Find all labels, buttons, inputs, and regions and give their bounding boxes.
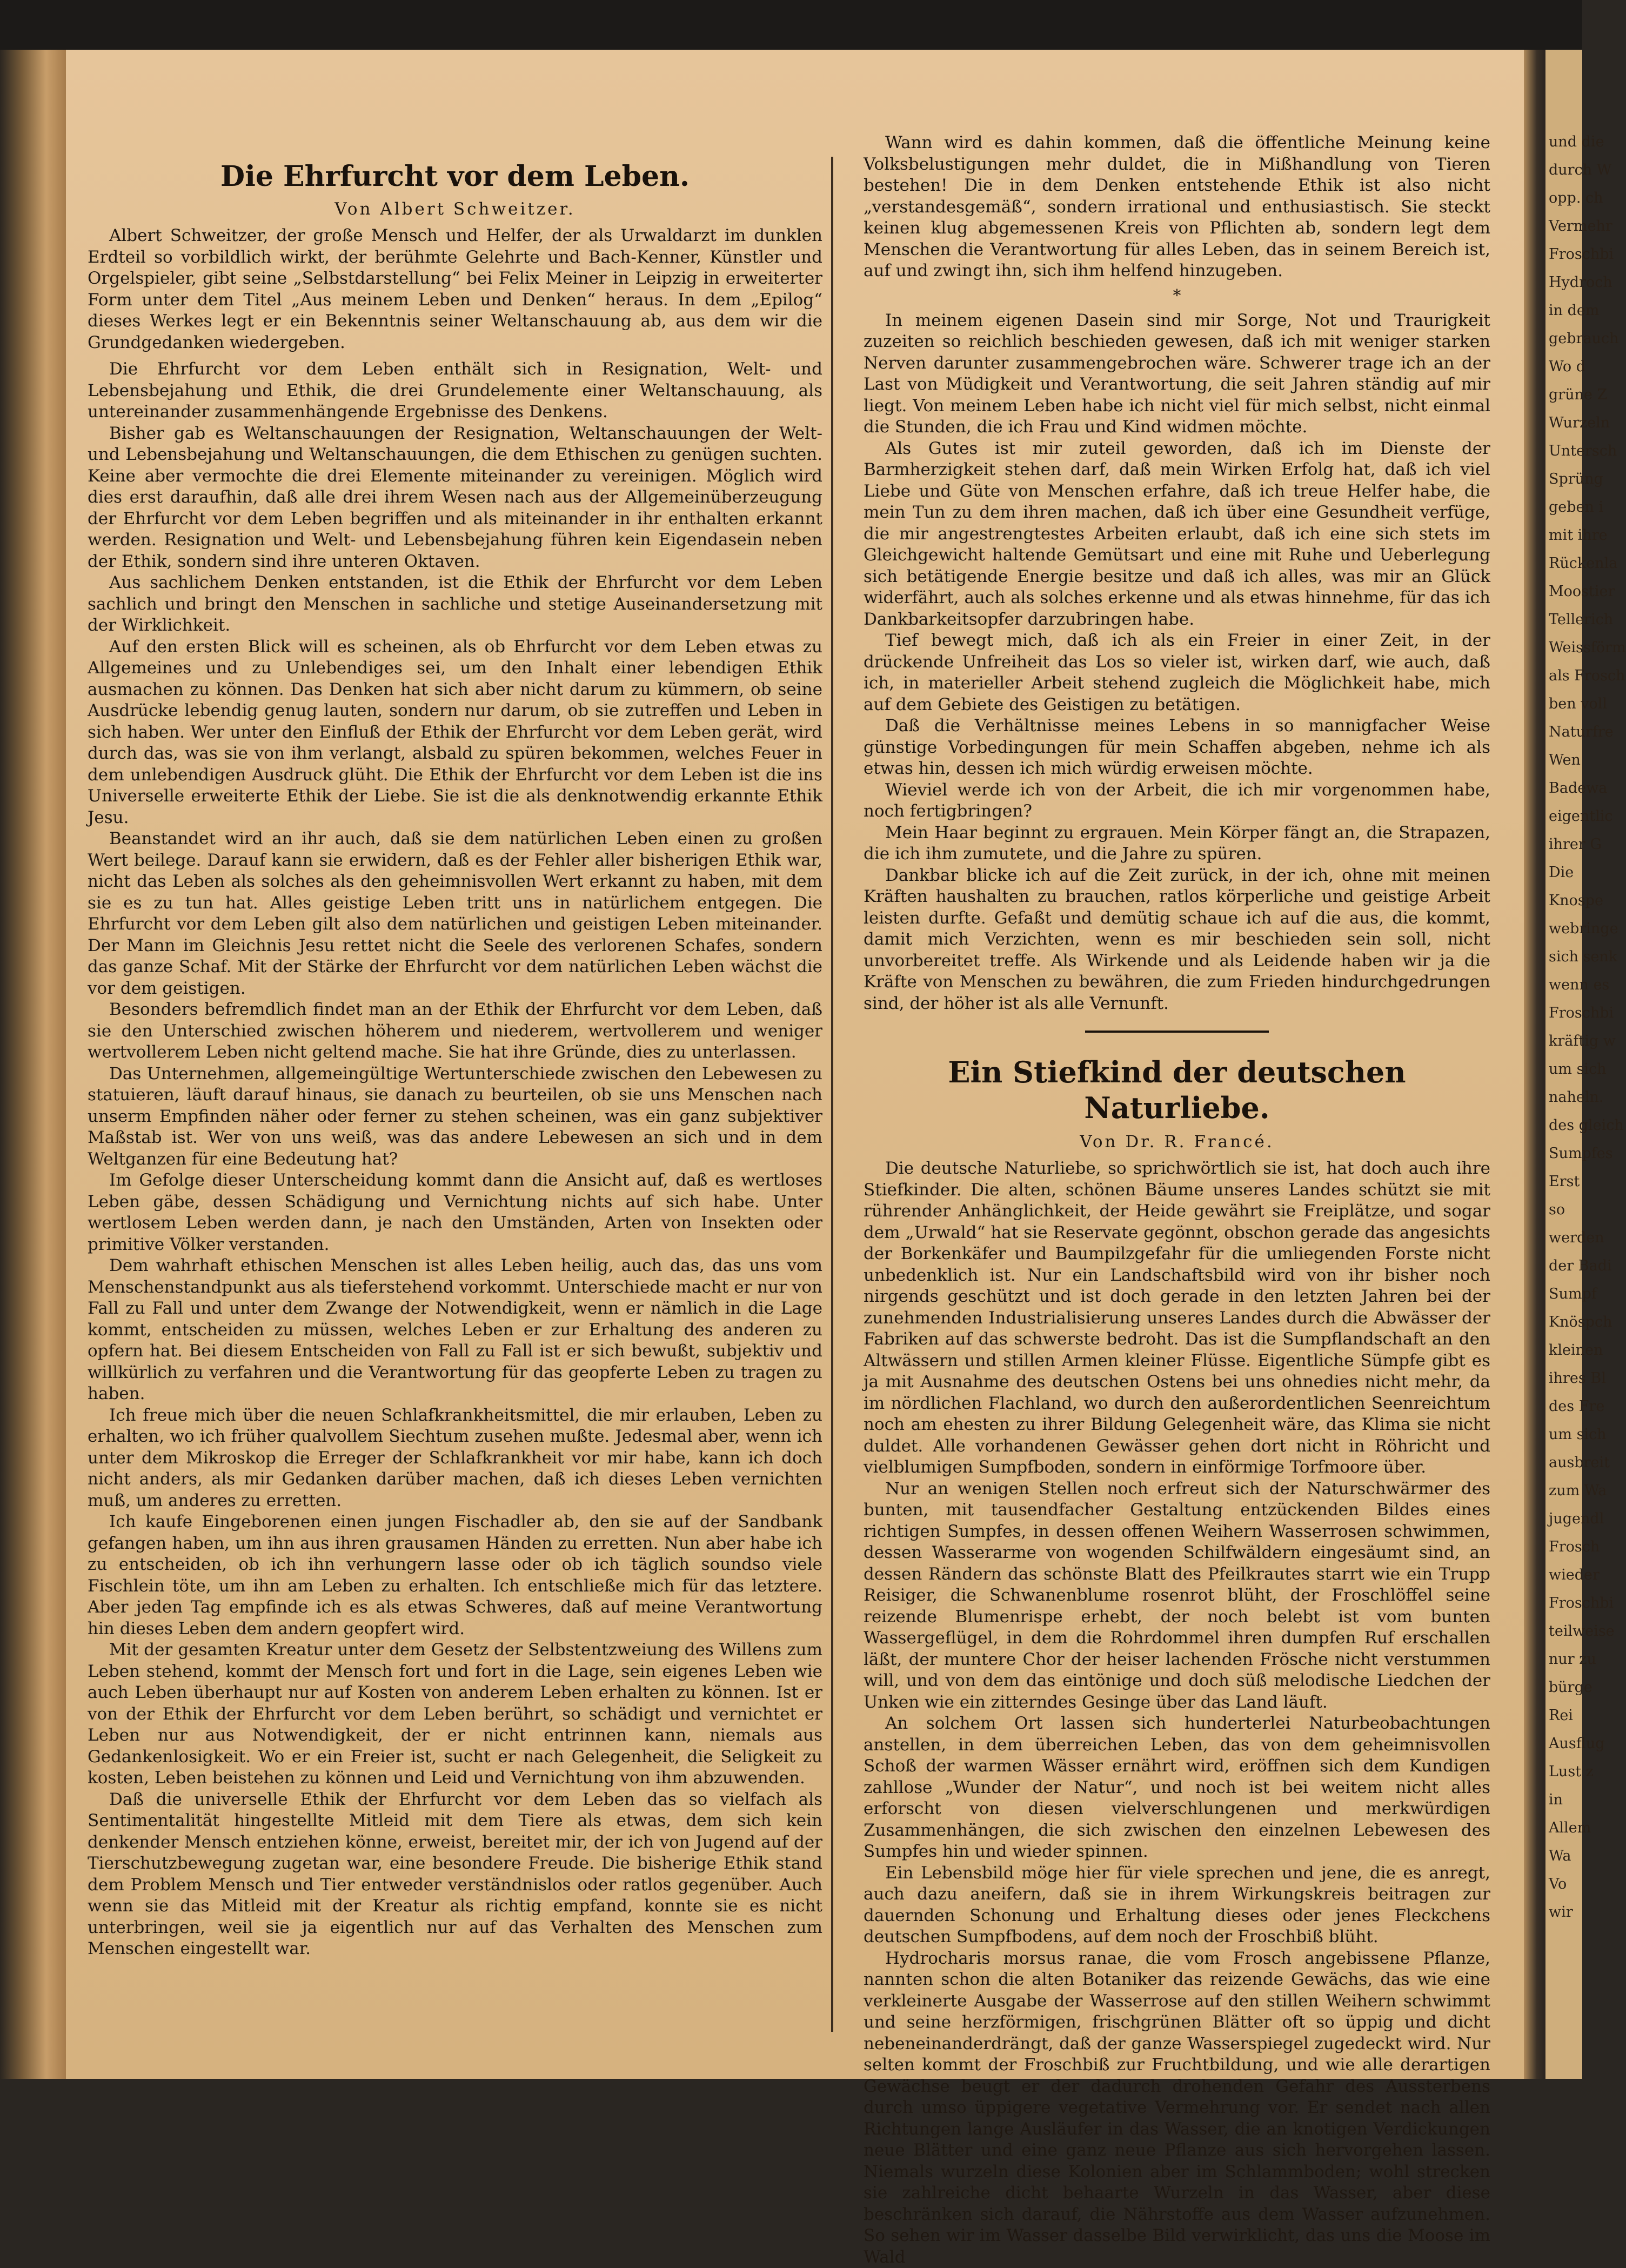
next-page-fragment: in dem — [1549, 299, 1599, 322]
article-byline-schweitzer: Von Albert Schweitzer. — [88, 199, 822, 219]
section-separator: * — [864, 284, 1490, 308]
next-page-fragment: webringe — [1549, 918, 1618, 940]
next-page-fragment: Vermehr — [1549, 215, 1612, 238]
next-page-fragment: Weissförm — [1549, 637, 1626, 659]
left-column — [88, 65, 822, 1960]
paragraph: Tief bewegt mich, daß ich als ein Freier in einer Zeit, in der drückende Unfreiheit das Los so vieler ist, wirken darf, wie auch, daß ich, in materieller Arbeit stehend zugleich die Möglichkeit habe, mich auf dem Gebiete des Geistigen zu betätigen. — [864, 630, 1490, 715]
paragraph: In meinem eigenen Dasein sind mir Sorge, Not und Traurigkeit zuzeiten so reichlich beschieden gewesen, daß ich mit weniger starken Nerven darunter zusammengebrochen wäre. Schwerer trage ich an der Last von Müdigkeit und Verantwortung, die seit Jahren ständig auf mir liegt. Von meinem Leben habe ich nicht viel für mich selbst, nicht einmal die Stunden, die ich Frau und Kind widmen möchte. — [864, 310, 1490, 438]
paragraph: Bisher gab es Weltanschauungen der Resignation, Weltanschauungen der Welt- und Lebensbejahung und Weltanschauungen, die dem Ethischen zu genügen suchten. Keine aber vermochte die drei Elemente miteinander zu vereinigen. Möglich wird dies erst daraufhin, daß alle drei ihrem Wesen nach aus der Allgemeinüberzeugung der Ehrfurcht vor dem Leben begriffen und als miteinander in ihr enthalten erkannt werden. Resignation und Welt- und Lebensbejahung führen kein Eigendasein neben der Ethik, sondern sind ihre unteren Oktaven. — [88, 423, 822, 573]
article-title-ehrfurcht: Die Ehrfurcht vor dem Leben. — [88, 159, 822, 194]
next-page-fragment: kräftig w — [1549, 1030, 1616, 1053]
next-page-fragment: Froschbi — [1549, 243, 1614, 266]
article-intro: Albert Schweitzer, der große Mensch und Helfer, der als Urwaldarzt im dunklen Erdteil so vorbildlich wirkt, der berühmte Gelehrte und Bach-Kenner, Künstler und Orgelspieler, gibt seine „Selbstdarstellung“ bei Felix Meiner in Leipzig in erweiterter Form unter dem Titel „Aus meinem Leben und Denken“ heraus. In dem „Epilog“ dieses Werkes legt er ein Bekenntnis seiner Weltanschauung ab, aus dem wir die Grundgedanken wiedergeben. — [88, 225, 822, 353]
next-page-fragment: sich senk — [1549, 946, 1617, 968]
next-page-fragment: mit ihre — [1549, 524, 1608, 547]
book-spine — [0, 50, 66, 2079]
next-page-fragment: ausbreit — [1549, 1451, 1610, 1474]
next-page-fragment: Lust z — [1549, 1761, 1594, 1783]
next-page-fragment: ihrer G — [1549, 833, 1602, 856]
next-page-fragment: Frosch — [1549, 1536, 1600, 1558]
next-page-fragment: des gleich — [1549, 1114, 1624, 1137]
next-page-fragment: Froschbi — [1549, 1592, 1614, 1615]
next-page-fragment: grüne Z — [1549, 384, 1607, 406]
next-page-fragment: werden — [1549, 1227, 1604, 1249]
next-page-fragment: gebrauch — [1549, 327, 1618, 350]
next-page-fragment: Wurzeln — [1549, 412, 1610, 434]
paragraph: Wieviel werde ich von der Arbeit, die ich mir vorgenommen habe, noch fertigbringen? — [864, 780, 1490, 822]
paragraph: Ich freue mich über die neuen Schlafkrankheitsmittel, die mir erlauben, Leben zu erhalten, wo ich früher qualvollem Siechtum zusehen mußte. Jedesmal aber, wenn ich unter dem Mikroskop die Erreger der Schlafkrankheit vor mir habe, kann ich doch nicht anders, als mir Gedanken darüber machen, daß ich dieses Leben vernichten muß, um anderes zu erretten. — [88, 1405, 822, 1512]
paragraph: Auf den ersten Blick will es scheinen, als ob Ehrfurcht vor dem Leben etwas zu Allgemeines und zu Unlebendiges sei, um den Inhalt einer lebendigen Ethik ausmachen zu können. Das Denken hat sich aber nicht darum zu kümmern, ob seine Ausdrücke lebendig genug lauten, sondern nur darum, ob sie zutreffen und Leben in sich haben. Wer unter den Einfluß der Ethik der Ehrfurcht vor dem Leben gerät, wird durch das, was sie von ihm verlangt, alsbald zu spüren bekommen, welches Feuer in dem unlebendigen Ausdruck glüht. Die Ethik der Ehrfurcht vor dem Leben ist die ins Universelle erweiterte Ethik der Liebe. Sie ist die als denknotwendig erkannte Ethik Jesu. — [88, 637, 822, 829]
next-page-fragment: so — [1549, 1199, 1565, 1221]
next-page-fragment: des Fre — [1549, 1395, 1604, 1418]
right-column — [864, 132, 1490, 2268]
article-body-ehrfurcht — [88, 359, 822, 1960]
paragraph: Die Ehrfurcht vor dem Leben enthält sich in Resignation, Welt- und Lebensbejahung und Ethik, die drei Grundelemente einer Weltanschauung, als untereinander zusammenhängende Ergebnisse des Denkens. — [88, 359, 822, 423]
next-page-fragment: als Frosch — [1549, 665, 1625, 687]
next-page-fragment: Die — [1549, 861, 1574, 884]
article-title-naturliebe: Ein Stiefkind der deutschen Naturliebe. — [864, 1054, 1490, 1126]
next-page-fragment: Wen — [1549, 749, 1581, 772]
paragraph: Das Unternehmen, allgemeingültige Wertunterschiede zwischen den Lebewesen zu statuieren, läuft darauf hinaus, sie danach zu beurteilen, ob sie uns Menschen nach unserm Empfinden näher oder ferner zu stehen scheinen, was ein ganz subjektiver Maßstab ist. Wer von uns weiß, was das andere Lebewesen an sich und in dem Weltganzen für eine Bedeutung hat? — [88, 1063, 822, 1170]
next-page-fragment: ihres Bl — [1549, 1367, 1606, 1390]
paragraph: Als Gutes ist mir zuteil geworden, daß ich im Dienste der Barmherzigkeit stehen darf, daß mein Wirken Erfolg hat, daß ich viel Liebe und Güte von Menschen erfahre, daß ich treue Helfer habe, die mein Tun zu dem ihren machen, daß ich über eine Gesundheit verfüge, die mir angestrengtestes Arbeiten erlaubt, daß ich eine sich stets im Gleichgewicht haltende Gemütsart und eine mit Ruhe und Ueberlegung sich betätigende Energie besitze und daß ich alles, was mir an Glück widerfährt, auch als solches erkenne und als etwas hinnehme, für das ich Dankbarkeitsopfer darzubringen habe. — [864, 438, 1490, 631]
next-page-fragment: Rückenla — [1549, 552, 1617, 575]
next-page-fragment: um sich — [1549, 1423, 1607, 1446]
next-page-fragment: Erst — [1549, 1170, 1580, 1193]
next-page-fragment: nur zu — [1549, 1648, 1596, 1671]
paragraph: An solchem Ort lassen sich hunderterlei Naturbeobachtungen anstellen, in dem überreichen Leben, das von dem geheimnisvollen Schoß der warmen Wässer ernährt wird, eröffnen sich dem Kundigen zahllose „Wunder der Natur“, und noch ist bei weitem nicht alles erforscht von diesen vielverschlungenen und merkwürdigen Zusammenhängen, die sich zwischen den einzelnen Lebewesen des Sumpfes hin und wieder spinnen. — [864, 1713, 1490, 1863]
next-page-fragment: Tellerich — [1549, 608, 1613, 631]
next-page-fragment: naheln. — [1549, 1086, 1603, 1109]
next-page-fragment: Allem — [1549, 1817, 1591, 1839]
paragraph: Mein Haar beginnt zu ergrauen. Mein Körper fängt an, die Strapazen, die ich ihm zumutete, und die Jahre zu spüren. — [864, 822, 1490, 865]
next-page-fragment: Badewa — [1549, 777, 1607, 800]
next-page-fragment: Ausflug — [1549, 1732, 1604, 1755]
next-page-fragment: Sprüng — [1549, 468, 1603, 491]
article-byline-france: Von Dr. R. Francé. — [864, 1132, 1490, 1152]
next-page-edge — [1545, 50, 1582, 2079]
paragraph: Beanstandet wird an ihr auch, daß sie dem natürlichen Leben einen zu großen Wert beilege. Darauf kann sie erwidern, daß es der Fehler aller bisherigen Ethik war, nicht das Leben als solches als den geheimnisvollen Wert erkannt zu haben, mit dem sie es zu tun hat. Alles geistige Leben tritt uns in natürlichem entgegen. Die Ehrfurcht vor dem Leben gilt also dem natürlichen und geistigen Leben miteinander. Der Mann im Gleichnis Jesu rettet nicht die Seele des verlorenen Schafes, sondern das ganze Schaf. Mit der Stärke der Ehrfurcht vor dem natürlichen Leben wächst die vor dem geistigen. — [88, 828, 822, 999]
paragraph: Ein Lebensbild möge hier für viele sprechen und jene, die es anregt, auch dazu aneifern, daß sie in ihrem Wirkungskreis beitragen zur dauernden Schonung und Erhaltung dieses oder jenes Fleckchens deutschen Sumpfbodens, auf dem noch der Froschbiß blüht. — [864, 1863, 1490, 1948]
article-continuation — [864, 132, 1490, 282]
paragraph: Ich kaufe Eingeborenen einen jungen Fischadler ab, den sie auf der Sandbank gefangen haben, um ihn aus ihren grausamen Händen zu erretten. Nun aber habe ich zu entscheiden, ob ich ihn verhungern lasse oder ob ich täglich soundso viele Fischlein töte, um ihn am Leben zu erhalten. Ich entschließe mich für das letztere. Aber jeden Tag empfinde ich es als etwas Schweres, daß auf meine Verantwortung hin dieses Leben dem andern geopfert wird. — [88, 1511, 822, 1640]
paragraph: Hydrocharis morsus ranae, die vom Frosch angebissene Pflanze, nannten schon die alten Botaniker das reizende Gewächs, das wie eine verkleinerte Ausgabe der Wasserrose auf den stillen Weihern schwimmt und seine herzförmigen, frischgrünen Blätter oft so üppig und dicht nebeneinanderdrängt, daß der ganze Wasserspiegel zugedeckt wird. Nur selten kommt der Froschbiß zur Fruchtbildung, und wie alle derartigen Gewächse beugt er der dadurch drohenden Gefahr des Aussterbens durch umso üppigere vegetative Vermehrung vor. Er sendet nach allen Richtungen lange Ausläufer in das Wasser, die an knotigen Verdickungen neue Blätter und eine ganz neue Pflanze aus sich hervorgehen lassen. Niemals wurzeln diese Kolonien aber im Schlammboden; wohl strecken sie zahlreiche dicht behaarte Wurzeln in das Wasser, aber diese beschränken sich darauf, die Nährstoffe aus dem Wasser aufzunehmen. So sehen wir im Wasser dasselbe Bild verwirklicht, das uns die Moose im Wald — [864, 1948, 1490, 2268]
next-page-fragment: Sumpf — [1549, 1283, 1597, 1306]
paragraph: Wann wird es dahin kommen, daß die öffentliche Meinung keine Volksbelustigungen mehr duldet, die in Mißhandlung von Tieren bestehen! Die in dem Denken entstehende Ethik ist also nicht „verstandesgemäß“, sondern irrational und enthusiastisch. Sie steckt keinen klug abgemessenen Kreis von Pflichten ab, sondern legt dem Menschen die Verantwortung für alles Leben, das in seinem Bereich ist, auf und zwingt ihn, sich ihm helfend hinzugeben. — [864, 132, 1490, 282]
next-page-fragment: bürge — [1549, 1676, 1592, 1699]
next-page-fragment: in — [1549, 1789, 1563, 1811]
paragraph: Dem wahrhaft ethischen Menschen ist alles Leben heilig, auch das, das uns vom Menschenstandpunkt aus als tieferstehend vorkommt. Unterschiede macht er nur von Fall zu Fall und unter dem Zwange der Notwendigkeit, wenn er nämlich in die Lage kommt, entscheiden zu müssen, welches Leben er zur Erhaltung des anderen zu opfern hat. Bei diesem Entscheiden von Fall zu Fall ist er sich bewußt, subjektiv und willkürlich zu verfahren und die Verantwortung für das geopferte Leben zu tragen zu haben. — [88, 1255, 822, 1405]
next-page-fragment: Knospe — [1549, 889, 1603, 912]
next-page-fragment: ben voll — [1549, 693, 1607, 715]
paragraph: Daß die Verhältnisse meines Lebens in so mannigfacher Weise günstige Vorbedingungen für mein Schaffen abgeben, nehme ich als etwas hin, dessen ich mich würdig erweisen möchte. — [864, 715, 1490, 780]
next-page-fragment: durch W — [1549, 159, 1611, 182]
next-page-fragment: um sich — [1549, 1058, 1607, 1081]
paragraph: Mit der gesamten Kreatur unter dem Gesetz der Selbstentzweiung des Willens zum Leben stehend, kommt der Mensch fort und fort in die Lage, sein eigenes Leben wie auch Leben überhaupt nur auf Kosten von anderem Leben erhalten zu können. Ist er von der Ethik der Ehrfurcht vor dem Leben berührt, so schädigt und vernichtet er Leben nur aus Notwendigkeit, der er nicht entrinnen kann, niemals aus Gedankenlosigkeit. Wo er ein Freier ist, sucht er nach Gelegenheit, die Seligkeit zu kosten, Leben beistehen zu können und Leid und Vernichtung von ihm abzuwenden. — [88, 1640, 822, 1789]
next-page-fragment: Knöspch — [1549, 1311, 1612, 1334]
next-page-fragment: jugendl — [1549, 1508, 1604, 1530]
next-page-fragment: kleinen — [1549, 1339, 1603, 1362]
next-page-fragment: geben i — [1549, 496, 1603, 519]
paragraph: Nur an wenigen Stellen noch erfreut sich der Naturschwärmer des bunten, mit tausendfacher Gestaltung entzückenden Bildes eines richtigen Sumpfes, in dessen offenen Weihern Wasserrosen schwimmen, dessen Wasserarme von wogenden Schilfwäldern eingesäumt sind, an dessen Rändern das schönste Blatt des Pfeilkrautes starrt wie ein Trupp Reisiger, die Schwanenblume rosenrot blüht, der Froschlöffel seine reizende Blumenrispe erhebt, der noch belebt ist vom bunten Wassergeflügel, in dem die Rohrdommel ihren dumpfen Ruf erschallen läßt, der muntere Chor der heiser lachenden Frösche nicht verstummen will, und von dem das eintönige und doch süß melodische Liedchen der Unken wie ein zitterndes Gesinge über das Land läuft. — [864, 1478, 1490, 1714]
next-page-fragment: wenn es — [1549, 974, 1609, 996]
next-page-fragment: zum Wa — [1549, 1480, 1607, 1502]
next-page-fragment: Rei — [1549, 1704, 1573, 1727]
next-page-fragment: opp. ch — [1549, 187, 1603, 210]
next-page-fragment: wir — [1549, 1901, 1573, 1924]
paragraph: Besonders befremdlich findet man an der Ethik der Ehrfurcht vor dem Leben, daß sie den Unterschied zwischen höherem und niederem, wertvollerem und weniger wertvollerem Leben nicht geltend mache. Sie hat ihre Gründe, dies zu unterlassen. — [88, 999, 822, 1063]
next-page-fragment: Vo — [1549, 1873, 1567, 1896]
paragraph: Dankbar blicke ich auf die Zeit zurück, in der ich, ohne mit meinen Kräften haushalten zu brauchen, ratlos körperliche und geistige Arbeit leisten durfte. Gefaßt und demütig schaue ich auf die aus, die kommt, damit mich Verzichten, wenn es mir beschieden sein soll, nicht unvorbereitet treffe. Als Wirkende und als Leidende haben wir ja die Kräfte von Menschen zu bewähren, die zum Frieden hindurchgedrungen sind, der höher ist als alle Vernunft. — [864, 865, 1490, 1015]
paragraph: Im Gefolge dieser Unterscheidung kommt dann die Ansicht auf, daß es wertloses Leben gäbe, dessen Schädigung und Vernichtung nichts auf sich habe. Unter wertlosem Leben werden dann, je nach den Umständen, Arten von Insekten oder primitive Völker verstanden. — [88, 1170, 822, 1255]
next-page-fragment: teilweise — [1549, 1620, 1615, 1643]
next-page-fragment: Hydroch — [1549, 271, 1612, 294]
next-page-fragment: Naturfre — [1549, 721, 1614, 744]
next-page-fragment: und die — [1549, 131, 1604, 153]
article-divider — [1085, 1031, 1269, 1033]
article-epilog — [864, 310, 1490, 1015]
next-page-fragment: Wa — [1549, 1845, 1571, 1868]
page-gutter — [1524, 50, 1545, 2079]
next-page-fragment: der Badi — [1549, 1255, 1612, 1277]
paragraph: Daß die universelle Ethik der Ehrfurcht vor dem Leben das so vielfach als Sentimentalität hingestellte Mitleid mit dem Tiere als etwas, dem sich kein denkender Mensch entziehen könne, erweist, bereitet mir, der ich von Jugend auf der Tierschutzbewegung zugetan war, eine besondere Freude. Die bisherige Ethik stand dem Problem Mensch und Tier entweder verständnislos oder ratlos gegenüber. Auch wenn sie das Mitleid mit der Kreatur als richtig empfand, konnte sie es nicht unterbringen, weil sie ja eigentlich nur auf das Verhalten des Menschen zum Menschen eingestellt war. — [88, 1789, 822, 1960]
next-page-fragment: Untersch — [1549, 440, 1617, 463]
article-body-naturliebe — [864, 1158, 1490, 2268]
paragraph: Die deutsche Naturliebe, so sprichwörtlich sie ist, hat doch auch ihre Stiefkinder. Die alten, schönen Bäume unseres Landes schützt sie mit rührender Anhänglichkeit, der Heide gewährt sie Freiplätze, und sogar dem „Urwald“ hat sie Reservate gegönnt, obschon gerade das angesichts der Borkenkäfer und Baumpilzgefahr für die umliegenden Forste nicht unbedenklich ist. Nur ein Landschaftsbild wird von ihr bisher noch nirgends geschützt und ist doch gerade in den letzten Jahren bei der zunehmenden Industrialisierung unseres Landes durch die Abwässer der Fabriken auf das schwerste bedroht. Das ist die Sumpflandschaft an den Altwässern und stillen Armen kleiner Flüsse. Eigentliche Sümpfe gibt es ja mit Ausnahme des deutschen Ostens bei uns ohnedies nicht mehr, da im nördlichen Flachland, wo durch den außerordentlichen Seenreichtum noch am ehesten zu ihrer Bildung Gelegenheit wäre, das Klima sie nicht duldet. Alle vorhandenen Gewässer gehen dort nicht in Röhricht und vielblumigen Sumpfboden, sondern in einförmige Torfmoore über. — [864, 1158, 1490, 1478]
paragraph: Aus sachlichem Denken entstanden, ist die Ethik der Ehrfurcht vor dem Leben sachlich und bringt den Menschen in sachliche und stetige Auseinandersetzung mit der Wirklichkeit. — [88, 572, 822, 637]
next-page-fragment: Froschbi — [1549, 1002, 1614, 1025]
next-page-fragment: Moostier — [1549, 580, 1615, 603]
next-page-fragment: Wo d — [1549, 356, 1585, 378]
scan-border-top — [0, 0, 1582, 50]
next-page-fragment: wieder — [1549, 1564, 1600, 1587]
column-rule — [831, 157, 833, 2032]
next-page-fragment: Sumpfes — [1549, 1142, 1613, 1165]
next-page-fragment: eigentlic — [1549, 805, 1613, 828]
